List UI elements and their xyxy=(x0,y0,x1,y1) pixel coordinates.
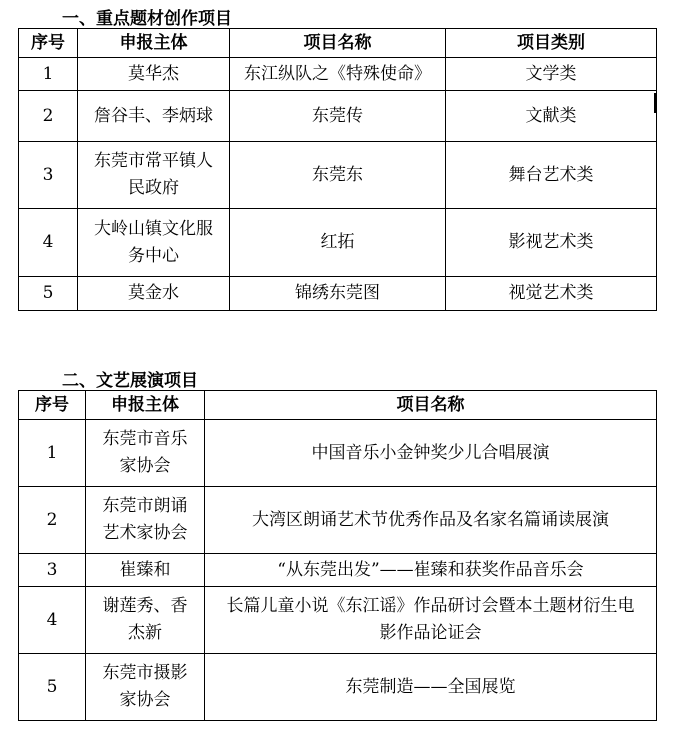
row-applicant-cell xyxy=(86,487,205,554)
table-row xyxy=(19,554,657,587)
row-no: 3 xyxy=(19,554,86,587)
row-no: 4 xyxy=(19,587,86,654)
table-row xyxy=(19,91,657,142)
row-applicant-cell xyxy=(86,420,205,487)
row-project: 红拓 xyxy=(230,209,446,277)
row-applicant: 东莞市音乐家协会 xyxy=(102,429,188,476)
table-row xyxy=(19,587,657,654)
table-row xyxy=(19,487,657,554)
col-header-project: 项目名称 xyxy=(230,29,446,58)
row-project-cell xyxy=(205,587,657,654)
row-applicant-cell xyxy=(86,654,205,721)
row-category: 影视艺术类 xyxy=(446,209,657,277)
section2-heading: 二、文艺展演项目 xyxy=(62,371,198,391)
row-no: 1 xyxy=(19,58,78,91)
key-projects-table xyxy=(18,28,657,311)
section1-heading: 一、重点题材创作项目 xyxy=(62,9,232,29)
row-applicant: 东莞市常平镇人民政府 xyxy=(94,151,213,198)
row-project: “从东莞出发”——崔臻和获奖作品音乐会 xyxy=(205,554,657,587)
table-row xyxy=(19,58,657,91)
row-applicant: 东莞市摄影家协会 xyxy=(102,663,188,710)
row-applicant: 东莞市朗诵艺术家协会 xyxy=(102,496,188,543)
row-applicant-cell xyxy=(86,587,205,654)
margin-mark xyxy=(654,93,657,113)
row-project: 中国音乐小金钟奖少儿合唱展演 xyxy=(205,420,657,487)
row-no: 5 xyxy=(19,654,86,721)
row-project: 东莞传 xyxy=(230,91,446,142)
col-header-no: 序号 xyxy=(19,29,78,58)
row-project: 东莞东 xyxy=(230,142,446,209)
row-category: 文献类 xyxy=(446,91,657,142)
row-applicant-cell xyxy=(78,142,230,209)
exhibition-projects-table xyxy=(18,390,657,721)
col-header-applicant: 申报主体 xyxy=(86,391,205,420)
row-no: 3 xyxy=(19,142,78,209)
table-row xyxy=(19,654,657,721)
col-header-project: 项目名称 xyxy=(205,391,657,420)
row-applicant: 大岭山镇文化服务中心 xyxy=(94,218,213,266)
row-project: 锦绣东莞图 xyxy=(230,277,446,311)
row-category: 文学类 xyxy=(446,58,657,91)
table-row xyxy=(19,142,657,209)
table-row xyxy=(19,420,657,487)
row-project: 长篇儿童小说《东江谣》作品研讨会暨本土题材衍生电影作品论证会 xyxy=(226,596,635,643)
row-no: 2 xyxy=(19,91,78,142)
row-category: 视觉艺术类 xyxy=(446,277,657,311)
row-no: 1 xyxy=(19,420,86,487)
row-category: 舞台艺术类 xyxy=(446,142,657,209)
row-project: 东莞制造——全国展览 xyxy=(205,654,657,721)
row-no: 2 xyxy=(19,487,86,554)
col-header-category: 项目类别 xyxy=(446,29,657,58)
row-project: 东江纵队之《特殊使命》 xyxy=(230,58,446,91)
table-row xyxy=(19,277,657,311)
row-applicant: 莫华杰 xyxy=(78,58,230,91)
row-no: 5 xyxy=(19,277,78,311)
table-row xyxy=(19,209,657,277)
row-no: 4 xyxy=(19,209,78,277)
row-project: 大湾区朗诵艺术节优秀作品及名家名篇诵读展演 xyxy=(205,487,657,554)
row-applicant: 谢莲秀、香杰新 xyxy=(102,596,188,643)
col-header-no: 序号 xyxy=(19,391,86,420)
row-applicant: 莫金水 xyxy=(78,277,230,311)
row-applicant-cell xyxy=(78,209,230,277)
col-header-applicant: 申报主体 xyxy=(78,29,230,58)
row-applicant: 詹谷丰、李炳球 xyxy=(78,91,230,142)
row-applicant: 崔臻和 xyxy=(86,554,205,587)
